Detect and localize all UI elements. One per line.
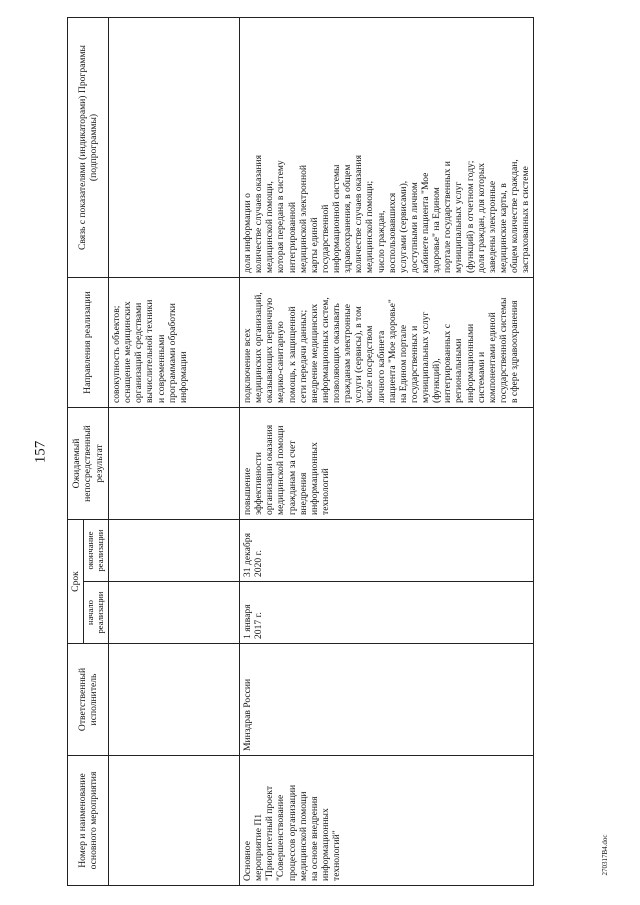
- cell-empty: [109, 756, 240, 886]
- cell-empty: [109, 18, 240, 278]
- cell-empty: [109, 644, 240, 756]
- header-start: начало реализации: [84, 582, 109, 644]
- header-executor: Ответственный исполнитель: [68, 644, 109, 756]
- cell-directions: подключение всех медицинских организаций, оказывающих первичную медико-санитарную помощь, к защищенной сети передачи данных; внедрение медицинских информационных систем, позволяющих оказывать гражданам электронные услуги (сервисы), в том числе посредством личного кабинета пациента "Мое здоровье" на Едином портале государственных и муниципальных услуг (функций), интегрированных с региональными информационными системами и компонентами единой государственной системы в сфере здравоохранения: [240, 278, 534, 408]
- table-row: [240, 18, 534, 886]
- header-term: Срок: [68, 520, 84, 644]
- cell-empty: [109, 582, 240, 644]
- program-activities-table: [67, 17, 534, 886]
- cell-result: повышение эффективности организации оказания медицинской помощи гражданам за счет внедрения информационных технологий: [240, 408, 534, 520]
- document-table-area: [67, 18, 605, 886]
- footer-code: 270317B4.doc: [601, 834, 609, 876]
- cell-directions-continued: совокупность объектов; оснащение медицинских организаций средствами вычислительной техники и современными программами обработки информации: [109, 278, 240, 408]
- cell-number-name: Основное мероприятие П1 "Приоритетный проект "Совершенствование процессов организации медицинской помощи на основе внедрения информационных технологий": [240, 756, 534, 886]
- table-row-continuation: [109, 18, 240, 886]
- cell-end: 31 декабря 2020 г.: [240, 520, 534, 582]
- header-end: окончание реализации: [84, 520, 109, 582]
- header-directions: Направления реализации: [68, 278, 109, 408]
- header-result: Ожидаемый непосредственный результат: [68, 408, 109, 520]
- cell-empty: [109, 408, 240, 520]
- cell-indicators: доля информации о количестве случаев оказания медицинской помощи, которая передана в систему интегрированной медицинской электронной карты единой государственной информационной системы здравоохранения, в общем количестве случаев оказания медицинской помощи; число граждан, воспользовавшихся услугами (сервисами), доступными в личном кабинете пациента "Мое здоровье" на Едином портале государственных и муниципальных услуг (функций) в отчетном году; доля граждан, для которых заведены электронные медицинские карты, в общем количестве граждан, застрахованных в системе: [240, 18, 534, 278]
- header-number-name: Номер и наименование основного мероприятия: [68, 756, 109, 886]
- table-header-row: [68, 18, 84, 886]
- header-indicators: Связь с показателями (индикаторами) Программы (подпрограммы): [68, 18, 109, 278]
- cell-empty: [109, 520, 240, 582]
- page-number: 157: [32, 440, 49, 464]
- cell-start: 1 января 2017 г.: [240, 582, 534, 644]
- cell-executor: Минздрав России: [240, 644, 534, 756]
